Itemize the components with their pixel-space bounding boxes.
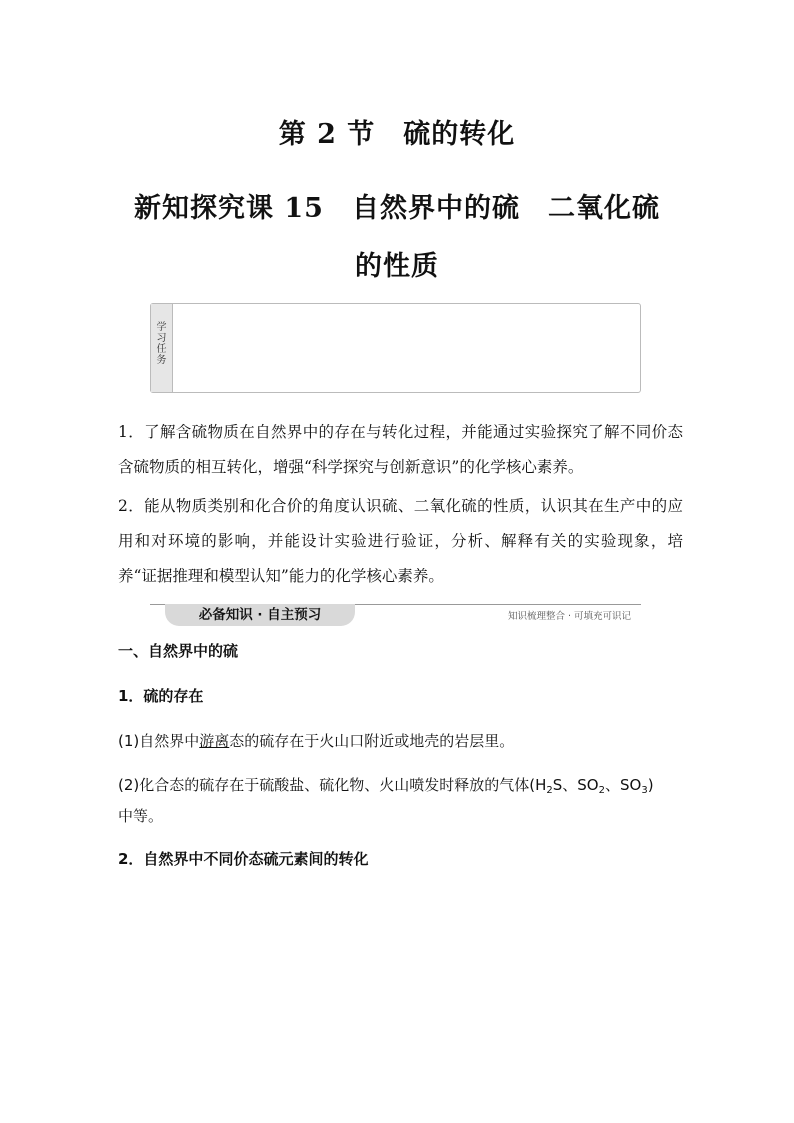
subheading-sulfur-existence: 1．硫的存在 — [118, 687, 204, 705]
objective-2: 2．能从物质类别和化合价的角度认识硫、二氧化硫的性质，认识其在生产中的应用和对环境的影响，并能设计实验进行验证，分析、解释有关的实验现象，培养“证据推理和模型认知”能力的化学核心素养。 — [118, 497, 683, 585]
paragraph-free-sulfur: (1)自然界中游离态的硫存在于火山口附近或地壳的岩层里。 — [118, 732, 515, 750]
lesson-title: 新知探究课 15 自然界中的硫 二氧化硫 — [134, 193, 660, 224]
subheading-sulfur-transformation: 2．自然界中不同价态硫元素间的转化 — [118, 850, 369, 868]
paragraph-combined-sulfur-continued: 中等。 — [118, 807, 164, 825]
objective-1: 1．了解含硫物质在自然界中的存在与转化过程，并能通过实验探究了解不同价态含硫物质的相互转化，增强“科学探究与创新意识”的化学核心素养。 — [118, 423, 683, 476]
section-banner-note: 知识梳理整合 · 可填充可识记 — [508, 611, 632, 622]
chapter-title: 第 2 节 硫的转化 — [278, 119, 516, 150]
task-label-char: 学 — [156, 322, 167, 333]
task-label-char: 务 — [156, 355, 167, 366]
blank-answer: 游离 — [199, 732, 230, 750]
learning-task-label — [151, 304, 173, 392]
learning-task-box — [150, 303, 641, 393]
task-label-char: 习 — [156, 333, 167, 344]
section-banner: 必备知识 · 自主预习 — [165, 604, 355, 626]
section-heading: 一、自然界中的硫 — [118, 642, 239, 660]
paragraph-combined-sulfur: (2)化合态的硫存在于硫酸盐、硫化物、火山喷发时释放的气体($H_2S$、$SO_2$、$SO_3$) — [118, 776, 654, 796]
task-label-char: 任 — [156, 344, 167, 355]
lesson-title-continued: 的性质 — [355, 251, 439, 282]
